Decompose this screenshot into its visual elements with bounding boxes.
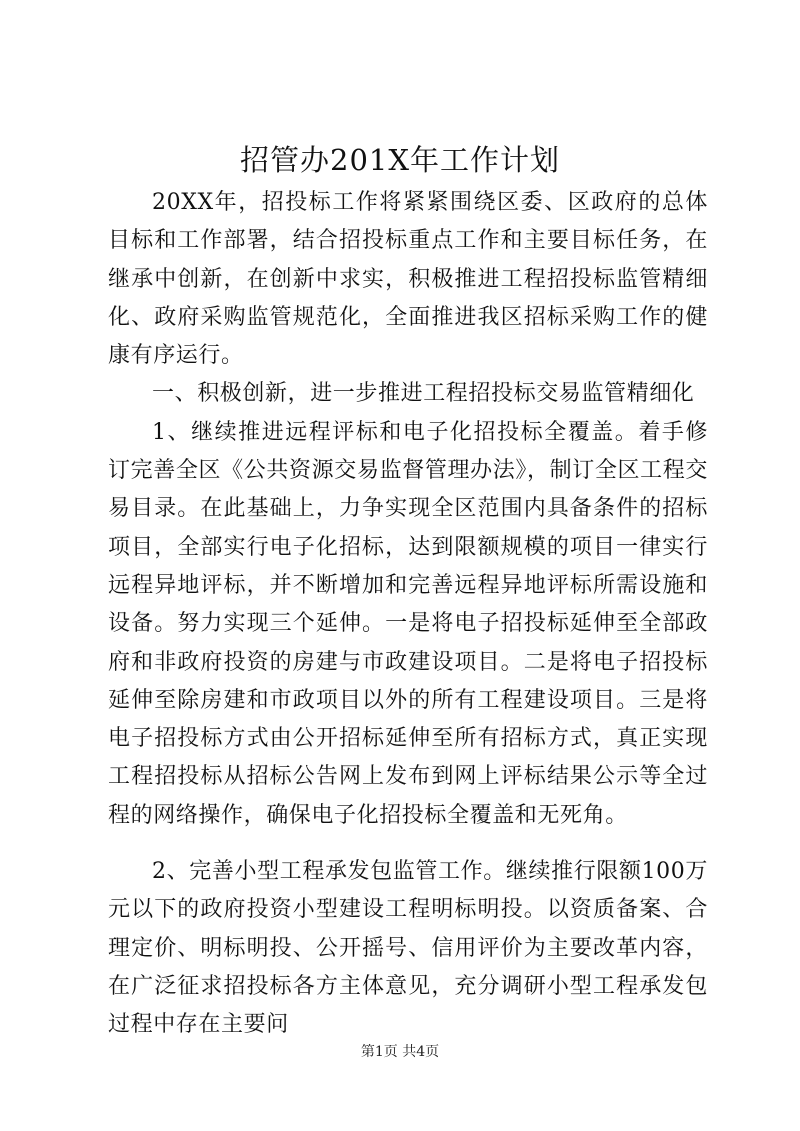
document-body: [108, 184, 708, 1045]
document-title: 招管办201X年工作计划: [240, 143, 560, 177]
paragraph-item-2: 2、完善小型工程承发包监管工作。继续推行限额100万元以下的政府投资小型建设工程明标明投。以资质备案、合理定价、明标明投、公开摇号、信用评价为主要改革内容，在广泛征求招投标各方主体意见，充分调研小型工程承发包过程中存在主要问: [108, 859, 708, 1038]
page-footer: 第1页 共4页: [360, 1044, 440, 1060]
paragraph-item-1: 1、继续推进远程评标和电子化招投标全覆盖。着手修订完善全区《公共资源交易监督管理办法》，制订全区工程交易目录。在此基础上，力争实现全区范围内具备条件的招标项目，全部实行电子化招标，达到限额规模的项目一律实行远程异地评标，并不断增加和完善远程异地评标所需设施和设备。努力实现三个延伸。一是将电子招投标延伸至全部政府和非政府投资的房建与市政建设项目。二是将电子招投标延伸至除房建和市政项目以外的所有工程建设项目。三是将电子招投标方式由公开招标延伸至所有招标方式，真正实现工程招投标从招标公告网上发布到网上评标结果公示等全过程的网络操作，确保电子化招投标全覆盖和无死角。: [108, 419, 708, 828]
paragraph-intro: 20XX年，招投标工作将紧紧围绕区委、区政府的总体目标和工作部署，结合招投标重点工作和主要目标任务，在继承中创新，在创新中求实，积极推进工程招投标监管精细化、政府采购监管规范化，全面推进我区招标采购工作的健康有序运行。: [108, 190, 708, 369]
paragraph-section-heading: 一、积极创新，进一步推进工程招投标交易监管精细化: [152, 381, 695, 407]
